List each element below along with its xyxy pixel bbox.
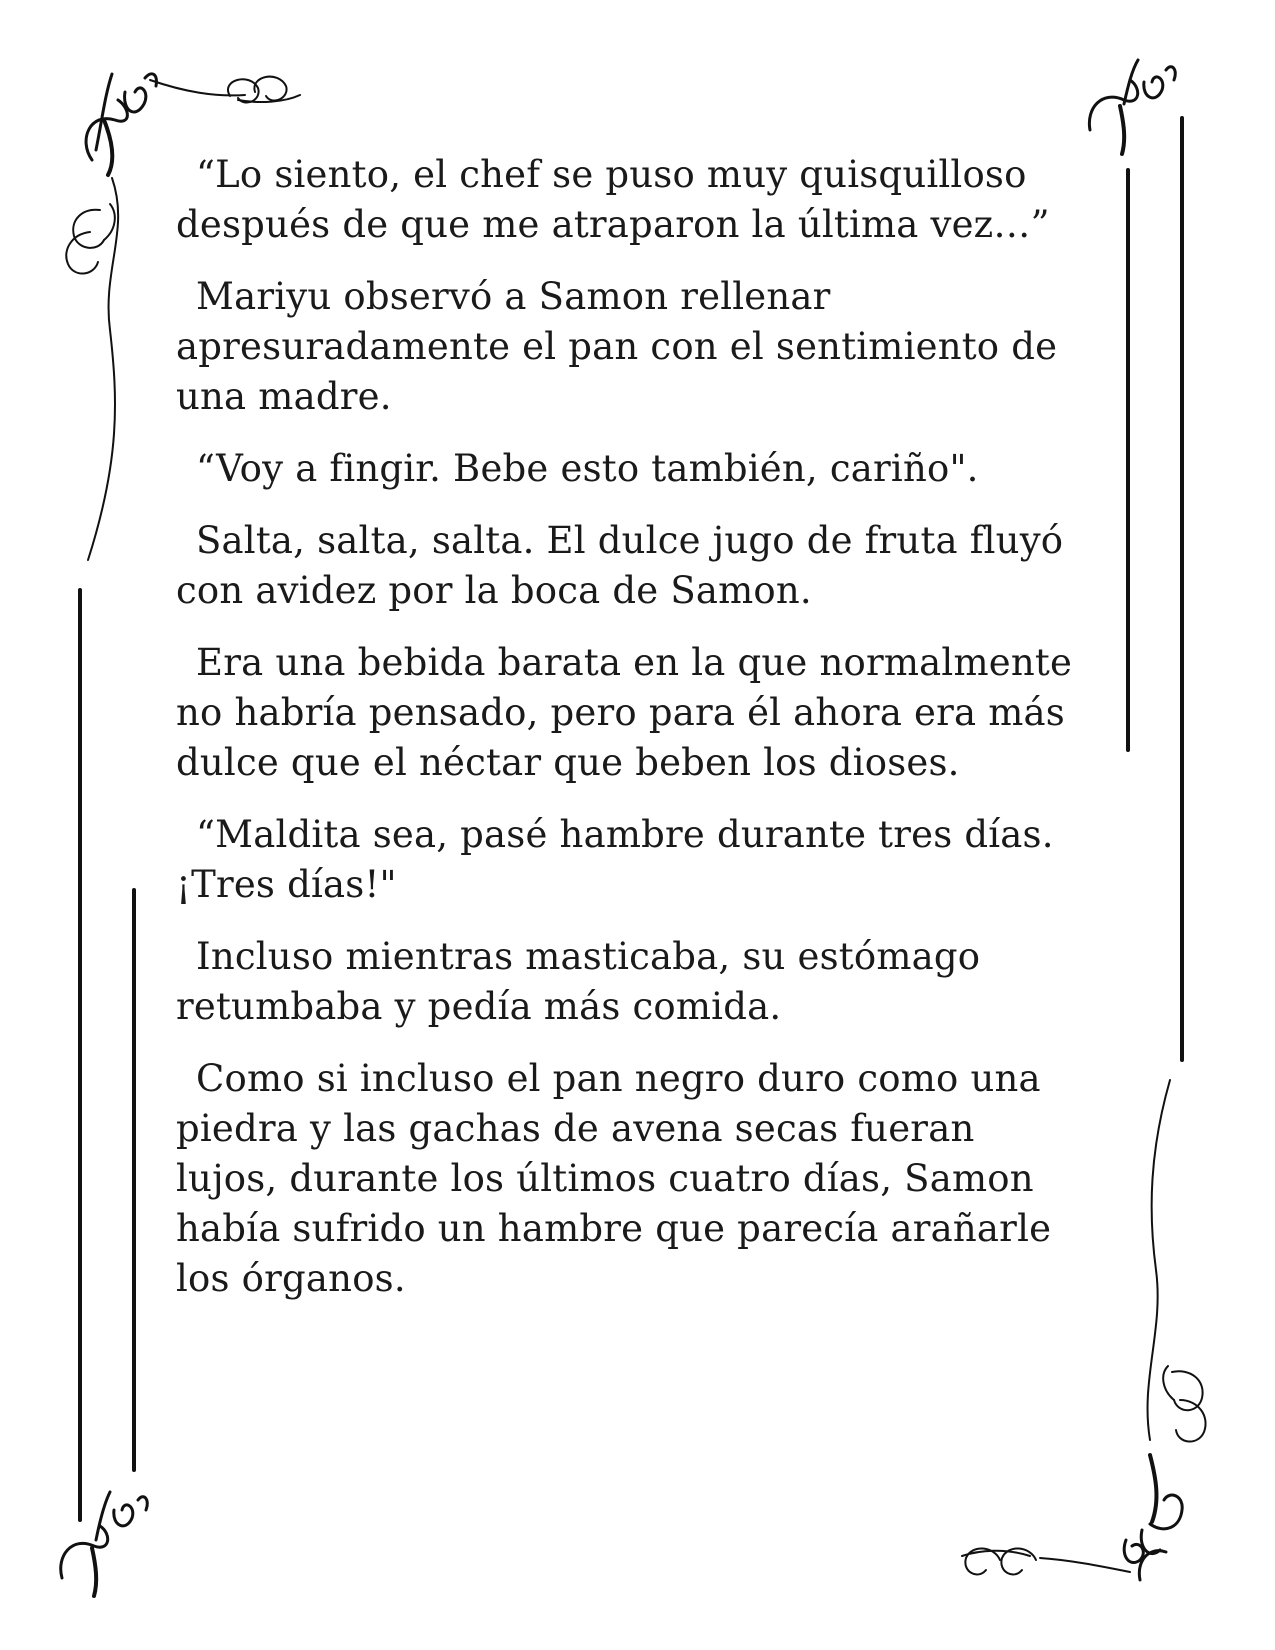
paragraph: Como si incluso el pan negro duro como una piedra y las gachas de avena secas fueran lujos, durante los últimos cuatro días, Samon había sufrido un hambre que parecía arañarle los órganos. — [176, 1057, 1052, 1300]
paragraph: “Voy a fingir. Bebe esto también, cariño". — [196, 447, 979, 490]
right-swoosh-ornament — [1148, 1080, 1206, 1442]
paragraph: Incluso mientras masticaba, su estómago retumbaba y pedía más comida. — [176, 935, 981, 1028]
bottom-right-flourish-ornament — [962, 1455, 1182, 1580]
paragraph: Era una bebida barata en la que normalmente no habría pensado, pero para él ahora era más dulce que el néctar que beben los dioses. — [176, 641, 1073, 784]
paragraph: “Lo siento, el chef se puso muy quisquilloso después de que me atraparon la última vez…” — [176, 153, 1050, 246]
paragraph: Mariyu observó a Samon rellenar apresuradamente el pan con el sentimiento de una madre. — [176, 275, 1058, 418]
paragraph: Salta, salta, salta. El dulce jugo de fruta fluyó con avidez por la boca de Samon. — [176, 519, 1064, 612]
left-swoosh-ornament — [66, 178, 118, 560]
paragraph: “Maldita sea, pasé hambre durante tres días. ¡Tres días!" — [176, 813, 1054, 906]
top-right-flourish-ornament — [1089, 60, 1175, 154]
bottom-left-flourish-ornament — [61, 1492, 148, 1596]
body-text — [176, 150, 1076, 1326]
